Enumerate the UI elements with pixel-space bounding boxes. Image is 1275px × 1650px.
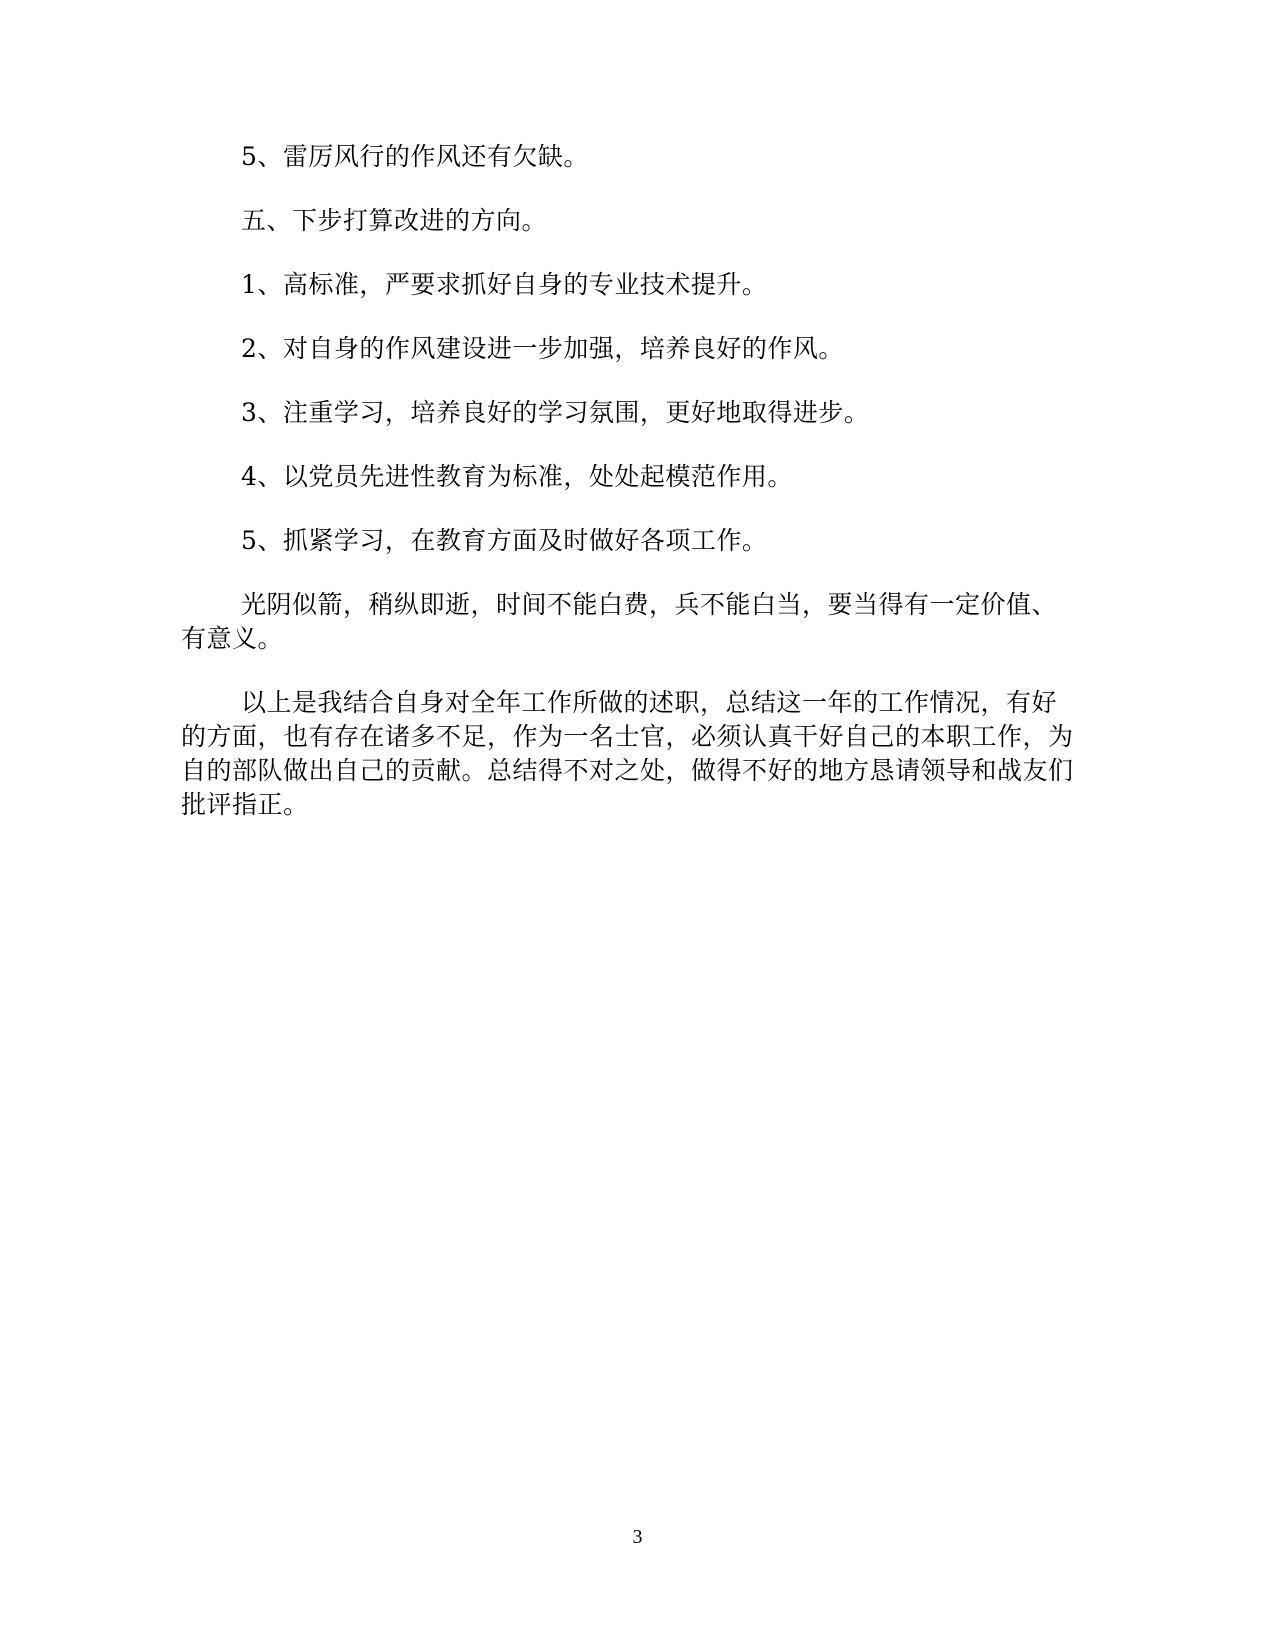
paragraph-plan-4: 4、以党员先进性教育为标准，处处起模范作用。	[241, 462, 793, 491]
paragraph-shortcoming-5: 5、雷厉风行的作风还有欠缺。	[241, 142, 589, 171]
section-heading-next-steps: 五、下步打算改进的方向。	[241, 206, 548, 235]
paragraph-conclusion: 以上是我结合自身对全年工作所做的述职，总结这一年的工作情况，有好的方面，也有存在诸多不足，作为一名士官，必须认真干好自己的本职工作，为自的部队做出自己的贡献。总结得不对之处，做得不好的地方恳请领导和战友们批评指正。	[181, 688, 1074, 819]
page-number: 3	[632, 1526, 643, 1548]
document-body	[181, 140, 1081, 852]
paragraph-plan-5: 5、抓紧学习，在教育方面及时做好各项工作。	[241, 526, 768, 555]
paragraph-plan-1: 1、高标准，严要求抓好自身的专业技术提升。	[241, 270, 768, 299]
paragraph-plan-2: 2、对自身的作风建设进一步加强，培养良好的作风。	[241, 334, 844, 363]
paragraph-reflection: 光阴似箭，稍纵即逝，时间不能白费，兵不能白当，要当得有一定价值、有意义。	[181, 590, 1058, 653]
paragraph-plan-3: 3、注重学习，培养良好的学习氛围，更好地取得进步。	[241, 398, 870, 427]
